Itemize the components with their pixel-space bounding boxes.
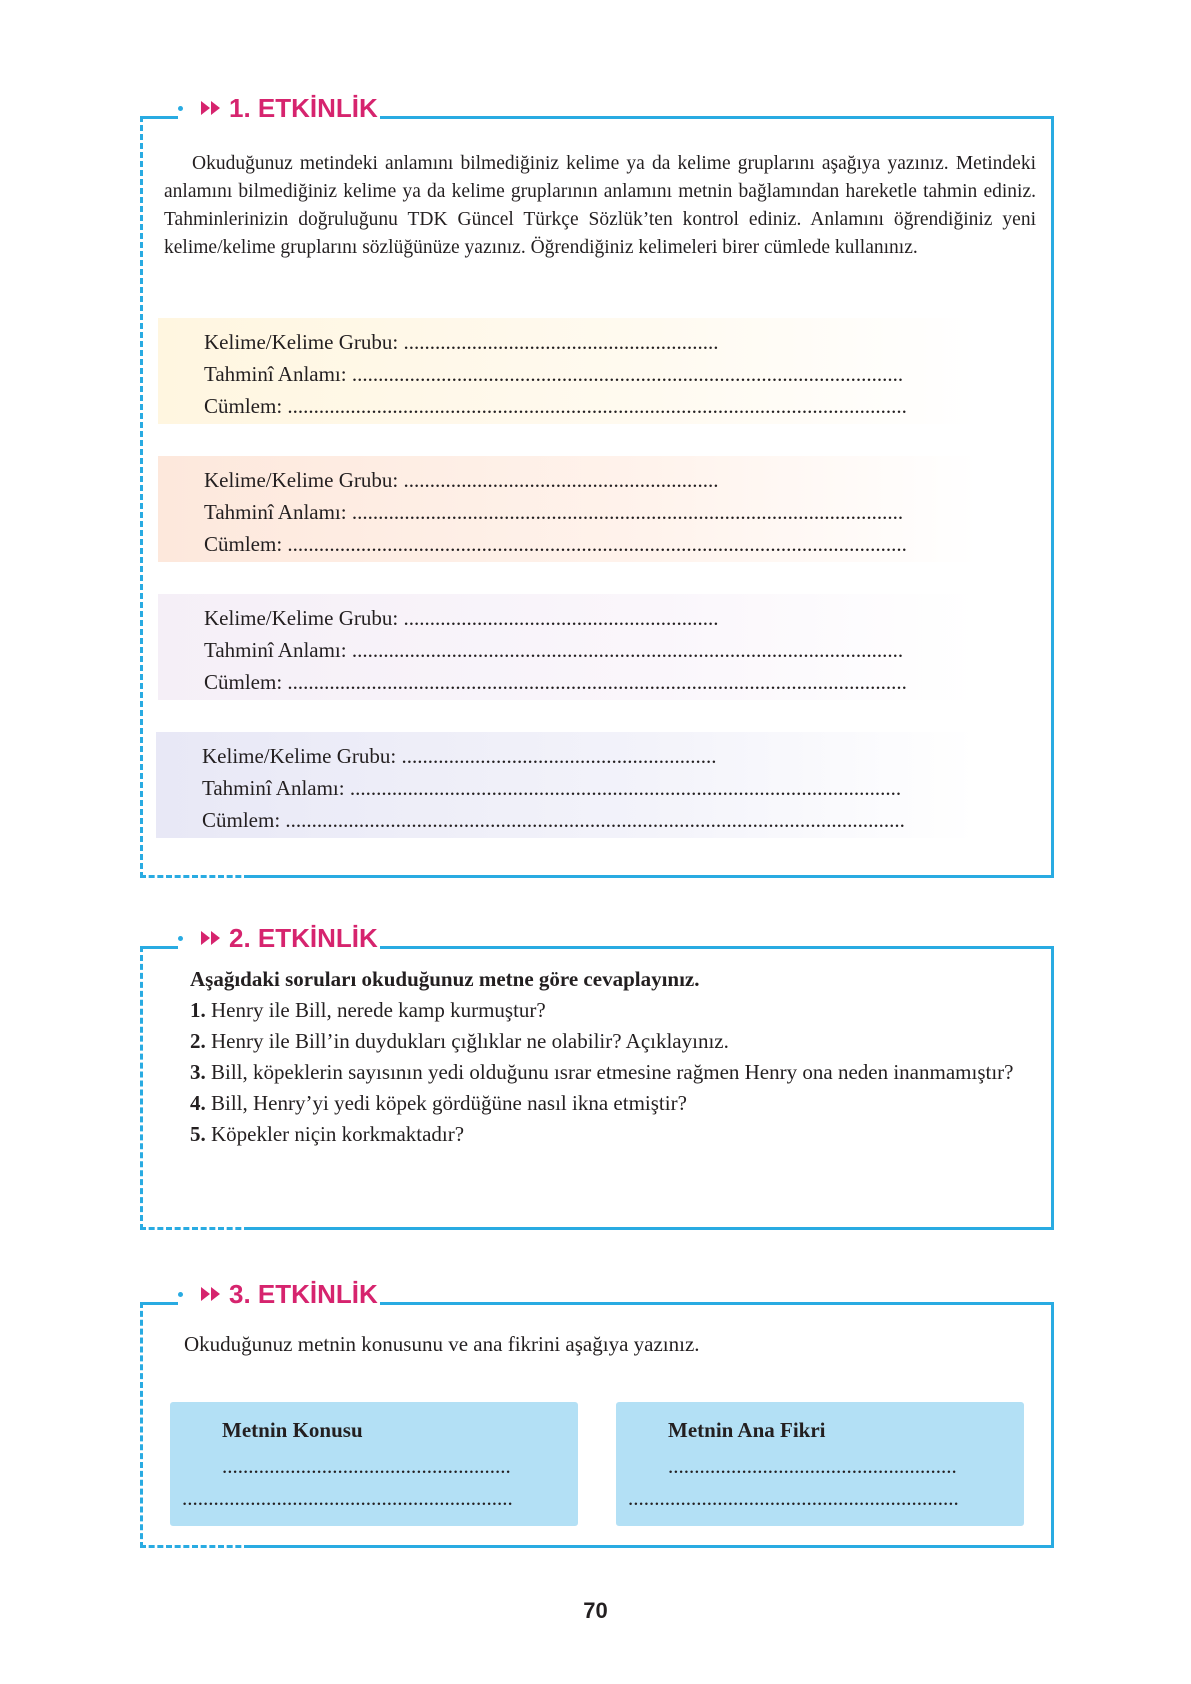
word-field[interactable]: Kelime/Kelime Grubu: ............................................................ <box>204 330 719 354</box>
question-5: 5. Köpekler niçin korkmaktadır? <box>190 1122 465 1146</box>
topic-box[interactable] <box>170 1402 578 1526</box>
dot-icon <box>178 1292 183 1297</box>
activity-3-instruction: Okuduğunuz metnin konusunu ve ana fikrini aşağıya yazınız. <box>184 1332 700 1356</box>
question-1: 1. Henry ile Bill, nerede kamp kurmuştur? <box>190 998 546 1022</box>
question-2: 2. Henry ile Bill’in duydukları çığlıklar ne olabilir? Açıklayınız. <box>190 1029 729 1053</box>
word-field[interactable]: Kelime/Kelime Grubu: ............................................................ <box>204 468 719 492</box>
question-4: 4. Bill, Henry’yi yedi köpek gördüğüne nasıl ikna etmiştir? <box>190 1091 687 1115</box>
main-idea-line-2[interactable]: ............................................................... <box>628 1486 959 1510</box>
meaning-field[interactable]: Tahminî Anlamı: ......................................................................................................... <box>202 776 902 800</box>
main-idea-line-1[interactable]: ....................................................... <box>668 1454 957 1478</box>
topic-box-title: Metnin Konusu <box>222 1418 363 1442</box>
activity-3-title: 3. ETKİNLİK <box>178 1280 380 1308</box>
main-idea-box[interactable] <box>616 1402 1024 1526</box>
sentence-field[interactable]: Cümlem: ...................................................................................................................... <box>204 670 907 694</box>
double-arrow-icon <box>201 101 221 115</box>
page-number: 70 <box>583 1598 608 1623</box>
sentence-field[interactable]: Cümlem: ...................................................................................................................... <box>204 532 907 556</box>
main-idea-box-title: Metnin Ana Fikri <box>668 1418 826 1442</box>
question-list <box>162 964 1034 1150</box>
activity-2-instruction: Aşağıdaki soruları okuduğunuz metne göre cevaplayınız. <box>190 967 700 991</box>
topic-line-2[interactable]: ............................................................... <box>182 1486 513 1510</box>
activity-1 <box>140 93 1054 878</box>
meaning-field[interactable]: Tahminî Anlamı: ......................................................................................................... <box>204 362 904 386</box>
dot-icon <box>178 106 183 111</box>
word-entry-2 <box>158 456 978 562</box>
meaning-field[interactable]: Tahminî Anlamı: ......................................................................................................... <box>204 500 904 524</box>
word-entry-4 <box>156 732 976 838</box>
activity-3 <box>140 1279 1054 1548</box>
word-entry-3 <box>158 594 978 700</box>
double-arrow-icon <box>201 1287 221 1301</box>
activity-1-instructions: Okuduğunuz metindeki anlamını bilmediğiniz kelime ya da kelime gruplarını aşağıya yazınız. Metindeki anlamını bilmediğiniz kelime ya da kelime gruplarının anlamını metnin bağlamından hareketle tahmin ediniz. Tahminlerinizin doğruluğunu TDK Güncel Türkçe Sözlük’ten kontrol ediniz. Anlamını öğrendiğiniz yeni kelime/kelime gruplarını sözlüğünüze yazınız. Öğrendiğiniz kelimeleri birer cümlede kullanınız. <box>164 153 1036 258</box>
meaning-field[interactable]: Tahminî Anlamı: ......................................................................................................... <box>204 638 904 662</box>
word-field[interactable]: Kelime/Kelime Grubu: ............................................................ <box>202 744 717 768</box>
activity-2-title: 2. ETKİNLİK <box>178 924 380 952</box>
activity-2 <box>140 923 1054 1230</box>
double-arrow-icon <box>201 931 221 945</box>
word-field[interactable]: Kelime/Kelime Grubu: ............................................................ <box>204 606 719 630</box>
sentence-field[interactable]: Cümlem: ...................................................................................................................... <box>204 394 907 418</box>
question-3: 3. Bill, köpeklerin sayısının yedi olduğunu ısrar etmesine rağmen Henry ona neden inanmamıştır? <box>190 1060 1014 1084</box>
activity-1-title: 1. ETKİNLİK <box>178 94 380 122</box>
sentence-field[interactable]: Cümlem: ...................................................................................................................... <box>202 808 905 832</box>
dot-icon <box>178 936 183 941</box>
topic-line-1[interactable]: ....................................................... <box>222 1454 511 1478</box>
word-entry-1 <box>158 318 978 424</box>
